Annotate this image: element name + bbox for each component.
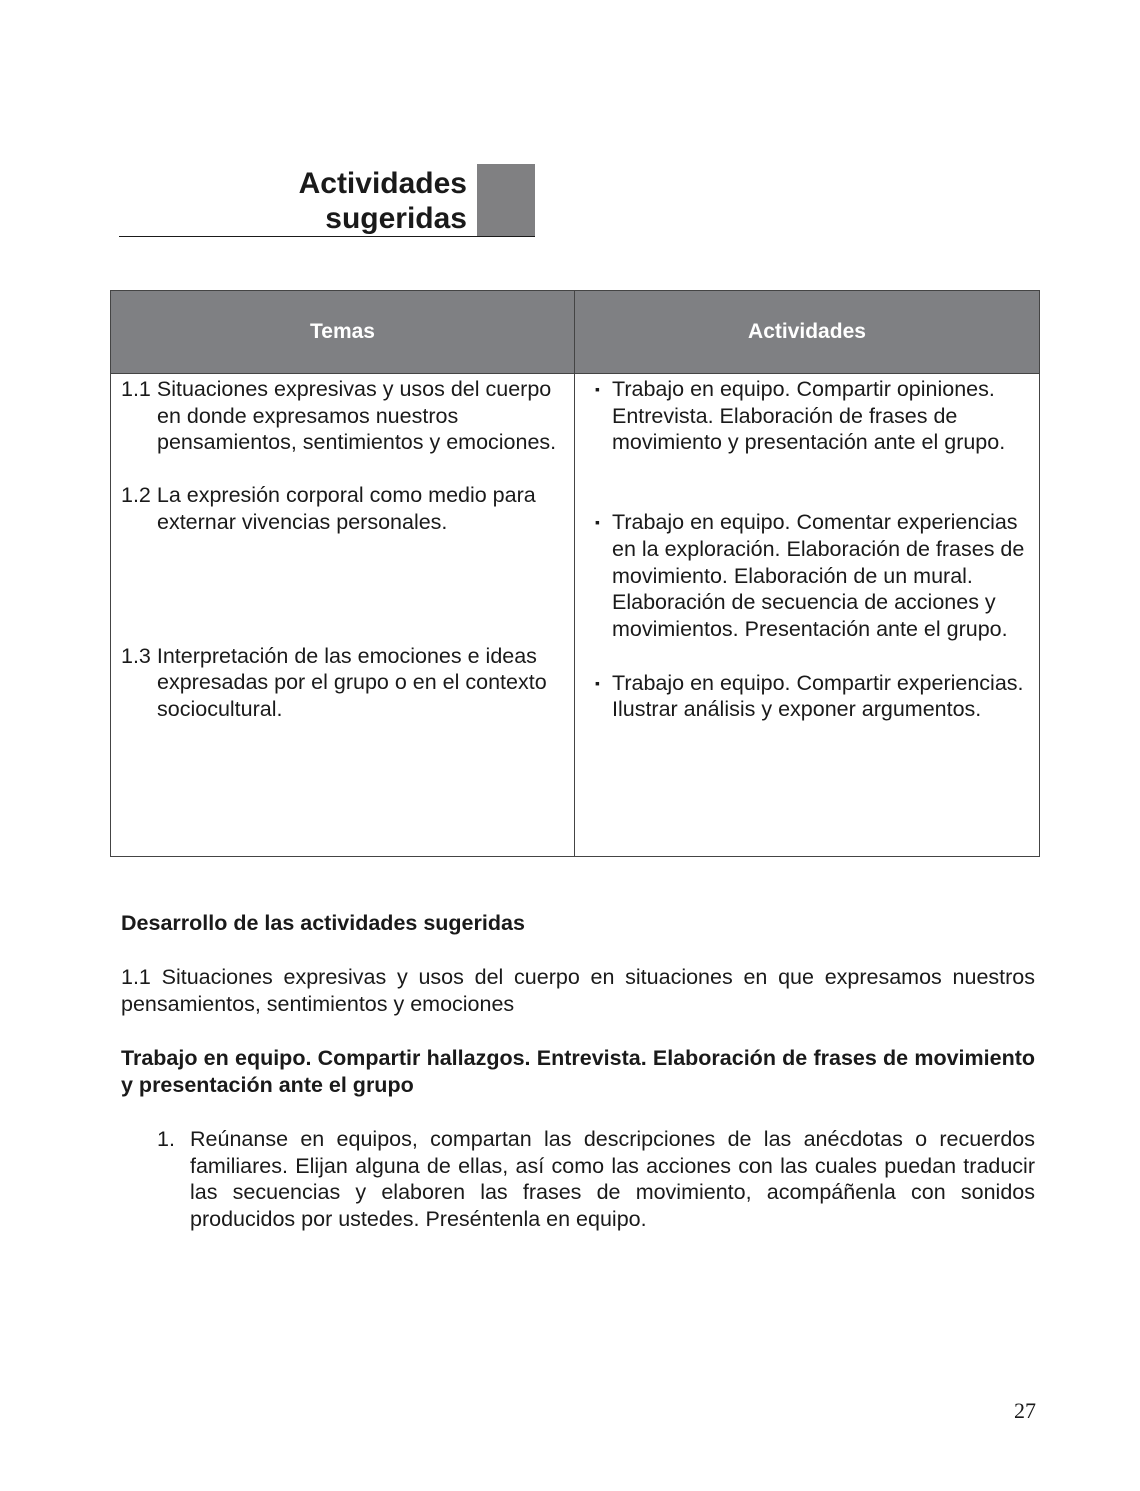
- topic-item: [121, 482, 566, 535]
- bullet-icon: ▪: [595, 674, 600, 691]
- topic-text: Situaciones expresivas y usos del cuerpo en donde expresamos nuestros pensamientos, sentimientos y emociones.: [156, 377, 557, 455]
- title-accent-box: [477, 164, 535, 237]
- activity-text: Trabajo en equipo. Compartir opiniones. Entrevista. Elaboración de frases de movimiento y presentación ante el grupo.: [612, 377, 1006, 455]
- table-header-row: [111, 291, 1040, 374]
- page-number: 27: [1014, 1398, 1036, 1423]
- section-title: [299, 166, 467, 236]
- title-underline: [119, 236, 535, 237]
- topics-activities-table: [110, 290, 1040, 857]
- topic-text: La expresión corporal como medio para externar vivencias personales.: [156, 483, 536, 534]
- step-text: Reúnanse en equipos, compartan las descripciones de las anécdotas o recuerdos familiares. Elijan alguna de ellas, así como las acciones con las cuales puedan traducir las secuencias y elaboren las frases de movimiento, acompáñenla con sonidos producidos por ustedes. Preséntenla en equipo.: [190, 1127, 1035, 1232]
- section-title-line2: sugeridas: [325, 202, 467, 235]
- activity-item: [595, 509, 1031, 643]
- bullet-icon: ▪: [595, 514, 600, 531]
- activity-text: Trabajo en equipo. Compartir experiencias. Ilustrar análisis y exponer argumentos.: [612, 670, 1024, 722]
- topic-number: 1.3: [121, 643, 151, 668]
- header-actividades: Actividades: [575, 291, 1040, 374]
- actividades-cell: [575, 374, 1040, 857]
- list-item: [121, 1126, 1035, 1233]
- step-number: 1.: [157, 1127, 175, 1151]
- development-heading: Desarrollo de las actividades sugeridas: [121, 911, 525, 935]
- subsection-title: 1.1 Situaciones expresivas y usos del cuerpo en situaciones en que expresamos nuestros pensamientos, sentimientos y emociones: [121, 965, 1035, 1016]
- activity-item: [595, 376, 1031, 456]
- section-title-line1: Actividades: [298, 167, 467, 200]
- activity-item: [595, 670, 1031, 723]
- header-temas: Temas: [111, 291, 575, 374]
- steps-list: [121, 1126, 1035, 1233]
- topic-text: Interpretación de las emociones e ideas expresadas por el grupo o en el contexto sociocultural.: [156, 643, 547, 721]
- section-title-block: [119, 164, 535, 237]
- topic-item: [121, 376, 566, 456]
- activity-heading: Trabajo en equipo. Compartir hallazgos. Entrevista. Elaboración de frases de movimiento y presentación ante el grupo: [121, 1046, 1035, 1097]
- bullet-icon: ▪: [595, 381, 600, 397]
- topic-number: 1.2: [121, 483, 151, 508]
- temas-cell: [111, 374, 575, 857]
- activity-text: Trabajo en equipo. Comentar experiencias en la exploración. Elaboración de frases de movimiento. Elaboración de un mural. Elaboración de secuencia de acciones y movimientos. Presentación ante el grupo.: [612, 510, 1025, 641]
- topic-item: [121, 643, 566, 723]
- table-row: [111, 374, 1040, 857]
- topic-number: 1.1: [121, 377, 151, 401]
